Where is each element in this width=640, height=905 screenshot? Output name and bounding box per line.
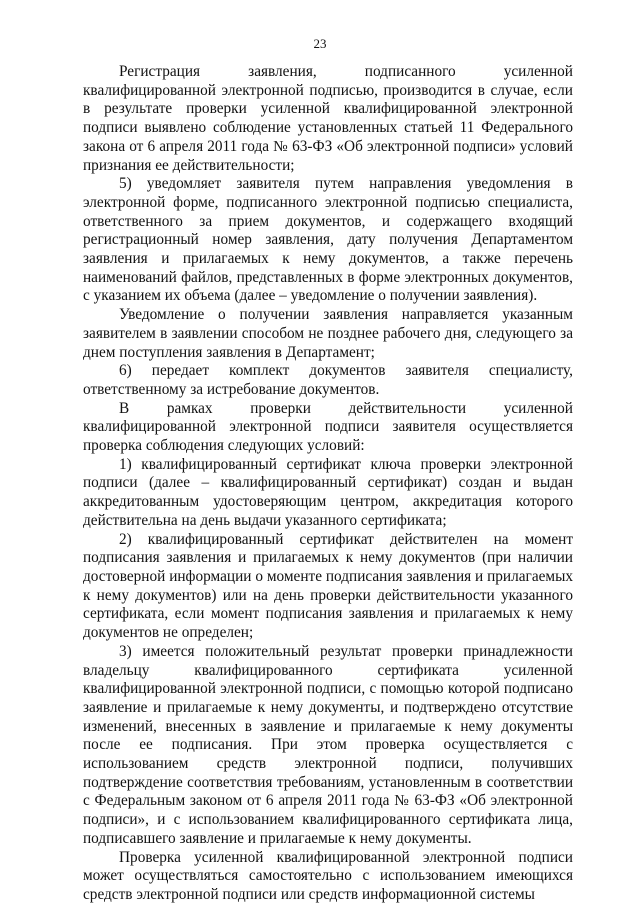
paragraph-condition-1: 1) квалифицированный сертификат ключа проверки электронной подписи (далее – квалифицированный сертификат) создан и выдан аккредитованным удостоверяющим центром, аккредитация которого действительна на день выдачи указанного сертификата; <box>83 455 573 529</box>
paragraph-notification: Уведомление о получении заявления направляется указанным заявителем в заявлении способом не позднее рабочего дня, следующего за днем поступления заявления в Департамент; <box>83 306 573 361</box>
paragraph-item-5: 5) уведомляет заявителя путем направления уведомления в электронной форме, подписанного электронной подписью специалиста, ответственного за прием документов, и содержащего входящий регистрационный номер заявления, дату получения Департаментом заявления и прилагаемых к нему документов, а также перечень наименований файлов, представленных в форме электронных документов, с указанием их объема (далее – уведомление о получении заявления). <box>83 175 573 305</box>
paragraph-item-6: 6) передает комплект документов заявителя специалисту, ответственному за истребование документов. <box>83 362 573 398</box>
paragraph-condition-2: 2) квалифицированный сертификат действителен на момент подписания заявления и прилагаемых к нему документов (при наличии достоверной информации о моменте подписания заявления и прилагаемых к нему документов) или на день проверки действительности указанного сертификата, если момент подписания заявления и прилагаемых к нему документов не определен; <box>83 530 573 642</box>
document-body <box>83 63 573 905</box>
paragraph-verification-intro: В рамках проверки действительности усиленной квалифицированной электронной подписи заявителя осуществляется проверка соблюдения следующих условий: <box>83 399 573 455</box>
paragraph-condition-3: 3) имеется положительный результат проверки принадлежности владельцу квалифицированного сертификата усиленной квалифицированной электронной подписи, с помощью которой подписано заявление и прилагаемые к нему документы, и подтверждено отсутствие изменений, внесенных в заявление и прилагаемые к нему документы после ее подписания. При этом проверка осуществляется с использованием средств электронной подписи, получивших подтверждение соответствия требованиям, установленным в соответствии с Федеральным законом от 6 апреля 2011 года № 63-ФЗ «Об электронной подписи», и с использованием квалифицированного сертификата лица, подписавшего заявление и прилагаемые к нему документы. <box>83 642 573 847</box>
paragraph-verification-method: Проверка усиленной квалифицированной электронной подписи может осуществляться самостоятельно с использованием имеющихся средств электронной подписи или средств информационной системы <box>83 848 573 903</box>
paragraph-registration: Регистрация заявления, подписанного усиленной квалифицированной электронной подписью, производится в случае, если в результате проверки усиленной квалифицированной электронной подписи выявлено соблюдение установленных статьей 11 Федерального закона от 6 апреля 2011 года № 63-ФЗ «Об электронной подписи» условий признания ее действительности; <box>83 63 573 174</box>
page-number: 23 <box>313 36 327 51</box>
